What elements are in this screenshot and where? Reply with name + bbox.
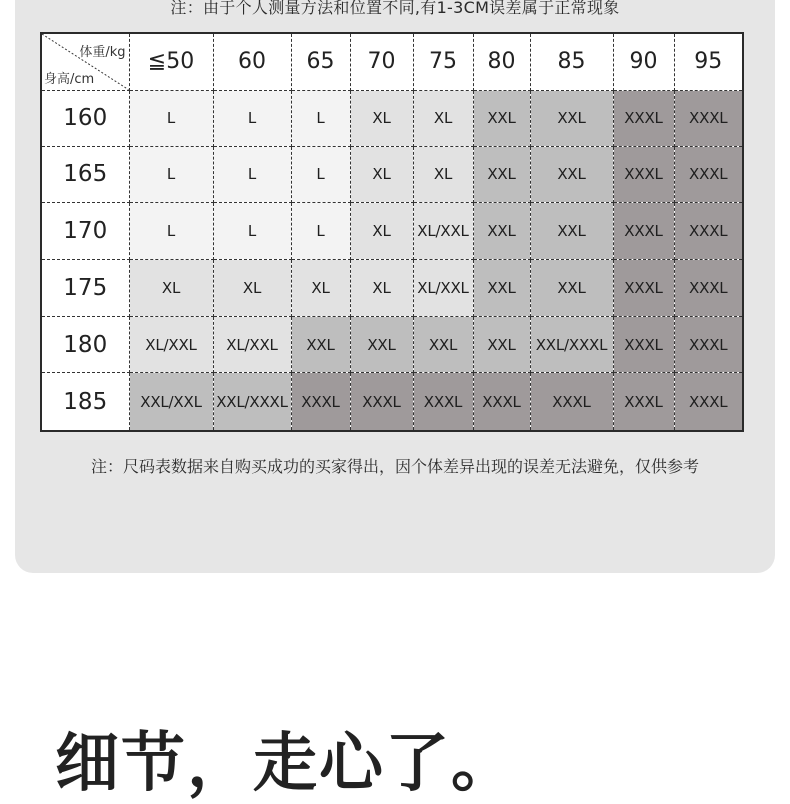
size-cell: XXXL [473, 373, 530, 431]
weight-header-cell: 60 [213, 33, 291, 90]
table-row [41, 202, 743, 259]
size-cell: L [213, 146, 291, 202]
size-cell: XXXL [350, 373, 413, 431]
height-header-cell: 175 [41, 260, 129, 317]
size-cell: XXXL [613, 317, 674, 373]
size-cell: XXXL [613, 90, 674, 146]
size-cell: XXL [350, 317, 413, 373]
size-cell: XXL [473, 90, 530, 146]
weight-header-cell: ≦50 [129, 33, 213, 90]
size-cell: XXL [291, 317, 350, 373]
size-cell: XXXL [413, 373, 473, 431]
size-cell: L [291, 202, 350, 259]
weight-header-cell: 70 [350, 33, 413, 90]
weight-axis-label: 体重/kg [79, 45, 126, 60]
size-cell: XXL/XXXL [530, 317, 613, 373]
size-cell: XXXL [674, 317, 743, 373]
size-cell: XXXL [291, 373, 350, 431]
size-cell: XXL/XXXL [213, 373, 291, 431]
weight-header-cell: 85 [530, 33, 613, 90]
disclaimer-note: 注：尺码表数据来自购买成功的买家得出，因个体差异出现的误差无法避免，仅供参考 [90, 457, 699, 476]
size-cell: L [291, 146, 350, 202]
size-cell: XXL/XXL [129, 373, 213, 431]
size-cell: L [129, 90, 213, 146]
size-cell: XL [129, 260, 213, 317]
height-header-cell: 160 [41, 90, 129, 146]
weight-header-cell: 80 [473, 33, 530, 90]
size-cell: XXL [530, 202, 613, 259]
size-cell: XL [350, 260, 413, 317]
size-cell: XL [291, 260, 350, 317]
weight-header-cell: 75 [413, 33, 473, 90]
section-headline: 细节，走心了。 [55, 727, 517, 801]
size-cell: XL [350, 90, 413, 146]
table-row [41, 317, 743, 373]
size-cell: XXXL [613, 260, 674, 317]
height-header-cell: 170 [41, 202, 129, 259]
height-header-cell: 185 [41, 373, 129, 431]
size-cell: XXXL [674, 202, 743, 259]
size-cell: XXXL [613, 202, 674, 259]
size-cell: XXXL [613, 146, 674, 202]
size-cell: XL/XXL [129, 317, 213, 373]
table-row [41, 90, 743, 146]
size-cell: XXXL [674, 90, 743, 146]
size-cell: L [129, 202, 213, 259]
weight-header-cell: 90 [613, 33, 674, 90]
size-cell: XXL [473, 317, 530, 373]
size-cell: XXXL [613, 373, 674, 431]
size-cell: XL [413, 90, 473, 146]
size-cell: XXL [530, 260, 613, 317]
weight-header-cell: 65 [291, 33, 350, 90]
height-axis-label: 身高/cm [44, 71, 95, 87]
weight-header-row [41, 33, 743, 90]
size-cell: XXXL [674, 146, 743, 202]
table-corner-cell [41, 33, 129, 90]
size-cell: XXL [473, 146, 530, 202]
weight-header-cell: 95 [674, 33, 743, 90]
size-cell: L [291, 90, 350, 146]
table-row [41, 373, 743, 431]
size-chart-table [40, 32, 744, 432]
size-cell: XL [350, 146, 413, 202]
height-header-cell: 165 [41, 146, 129, 202]
size-cell: XL/XXL [213, 317, 291, 373]
size-cell: XXXL [674, 260, 743, 317]
size-cell: L [213, 90, 291, 146]
size-cell: XL [350, 202, 413, 259]
size-cell: XXXL [674, 373, 743, 431]
size-cell: XXL [473, 260, 530, 317]
size-cell: XL [213, 260, 291, 317]
size-cell: XXXL [530, 373, 613, 431]
size-cell: XXL [530, 90, 613, 146]
size-cell: XL/XXL [413, 260, 473, 317]
size-cell: XXL [530, 146, 613, 202]
size-cell: L [129, 146, 213, 202]
height-header-cell: 180 [41, 317, 129, 373]
size-cell: XXL [413, 317, 473, 373]
size-cell: XL/XXL [413, 202, 473, 259]
size-cell: L [213, 202, 291, 259]
size-cell: XXL [473, 202, 530, 259]
size-cell: XL [413, 146, 473, 202]
table-row [41, 260, 743, 317]
table-row [41, 146, 743, 202]
measurement-note: 注：由于个人测量方法和位置不同,有1-3CM误差属于正常现象 [170, 0, 620, 17]
